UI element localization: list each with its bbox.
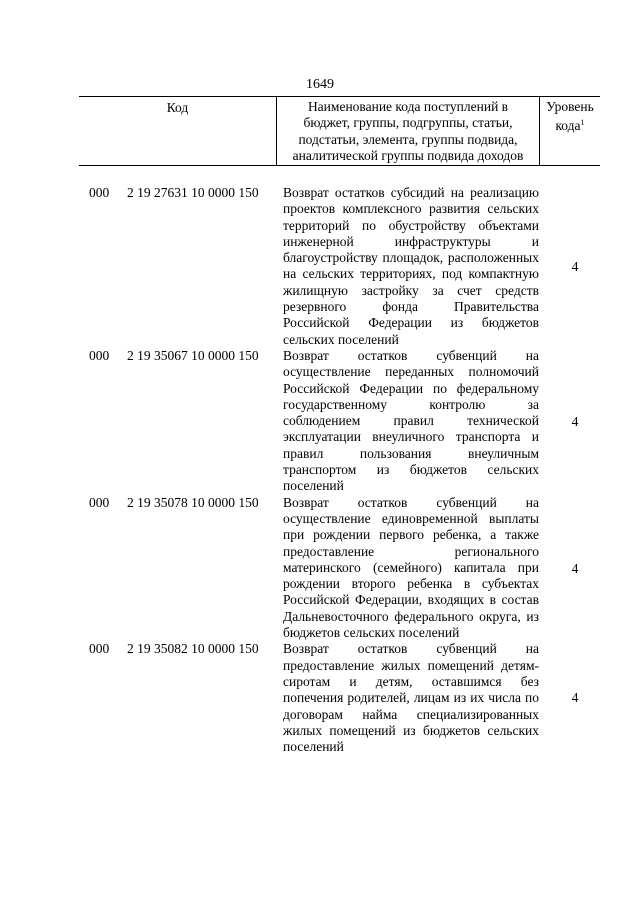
row-name: Возврат остатков субсидий на реализацию проектов комплексного развития сельских территорий по обустройству объектами инженерной инфраструктуры и благоустройству площадок, расположенных на сельских территориях, под компактную жилищную застройку за счет средств резервного фонда Правительства Российской Федерации из бюджетов сельских поселений xyxy=(283,185,539,347)
header-level-line xyxy=(540,115,600,134)
table-row xyxy=(0,495,640,642)
header-name xyxy=(277,99,539,164)
header-level xyxy=(540,99,600,135)
header-name-line: аналитической группы подвида доходов xyxy=(292,147,524,163)
row-level: 4 xyxy=(571,560,579,576)
header-name-line: подстатьи, элемента, группы подвида, xyxy=(298,131,518,147)
row-level: 4 xyxy=(571,259,579,274)
row-revenue-code: 2 19 27631 10 0000 150 xyxy=(127,185,259,200)
table-body xyxy=(0,185,640,755)
row-revenue-code: 2 19 35082 10 0000 150 xyxy=(127,641,259,657)
header-level-text: кода xyxy=(555,118,581,134)
row-admin-code: 000 xyxy=(89,641,110,657)
row-admin-code: 000 xyxy=(89,347,110,363)
header-name-line: бюджет, группы, подгруппы, статьи, xyxy=(303,115,513,131)
footnote-marker: 1 xyxy=(580,118,585,128)
page-number: 1649 xyxy=(306,77,334,92)
header-level-line: Уровень xyxy=(546,99,594,114)
row-name: Возврат остатков субвенций на осуществление единовременной выплаты при рождении первого ребенка, а также предоставление регионального материнского (семейного) капитала при рождении второго ребенка в субъектах Российской Федерации, входящих в состав Дальневосточного федерального округа, из бюджетов сельских поселений xyxy=(283,494,539,641)
header-code: Код xyxy=(166,100,189,115)
row-admin-code: 000 xyxy=(89,494,110,510)
row-revenue-code: 2 19 35067 10 0000 150 xyxy=(127,347,259,363)
row-level: 4 xyxy=(571,413,579,429)
table-row xyxy=(0,641,640,755)
row-name: Возврат остатков субвенций на предоставление жилых помещений детям-сиротам и детям, оставшимся без попечения родителей, лицам из их числа по договорам найма специализированных жилых помещений из бюджетов сельских поселений xyxy=(283,641,539,755)
row-level: 4 xyxy=(571,690,579,706)
row-name: Возврат остатков субвенций на осуществление переданных полномочий Российской Федерации по федеральному государственному контролю за соблюдением правил технической эксплуатации внеуличного транспорта и правил пользования внеуличным транспортом из бюджетов сельских поселений xyxy=(283,347,539,494)
table-row xyxy=(0,348,640,495)
table-row xyxy=(0,185,640,348)
header-name-line: Наименование кода поступлений в xyxy=(307,99,509,114)
row-admin-code: 000 xyxy=(89,185,110,200)
row-revenue-code: 2 19 35078 10 0000 150 xyxy=(127,494,259,510)
table-header xyxy=(79,96,600,166)
